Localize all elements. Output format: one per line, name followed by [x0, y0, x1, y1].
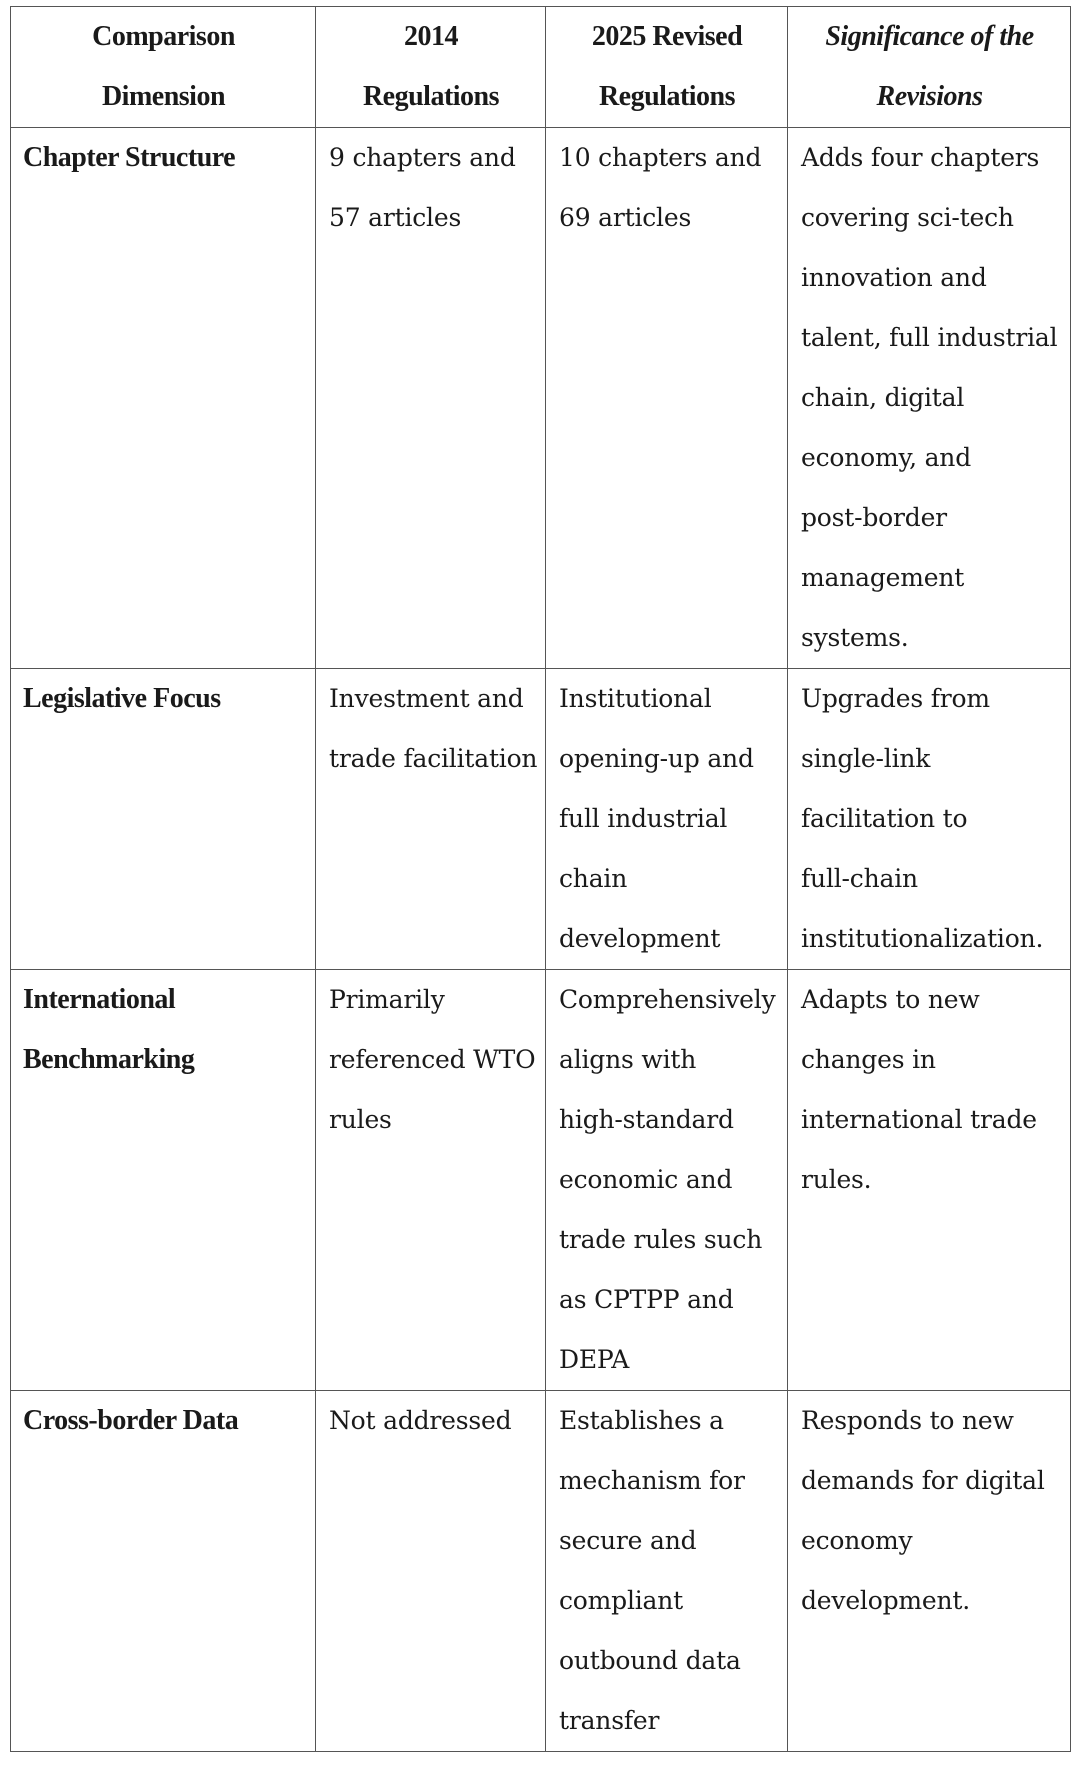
table-row	[11, 1391, 1071, 1752]
cell-2025: Comprehensively aligns with high-standard economic and trade rules such as CPTPP and DEPA	[546, 970, 788, 1391]
cell-significance: Upgrades from single-link facilitation to full-chain institutionalization.	[788, 669, 1071, 970]
cell-dimension: Cross-border Data	[11, 1391, 316, 1752]
cell-2014: Investment and trade facilitation	[316, 669, 546, 970]
table-row	[11, 128, 1071, 669]
header-2014-regulations: 2014 Regulations	[316, 7, 546, 128]
cell-2014: Primarily referenced WTO rules	[316, 970, 546, 1391]
cell-dimension: Legislative Focus	[11, 669, 316, 970]
cell-2014: 9 chapters and 57 articles	[316, 128, 546, 669]
cell-2025: Institutional opening-up and full industrial chain development	[546, 669, 788, 970]
cell-dimension: International Benchmarking	[11, 970, 316, 1391]
cell-2025: 10 chapters and 69 articles	[546, 128, 788, 669]
cell-significance: Adds four chapters covering sci-tech innovation and talent, full industrial chain, digital economy, and post-border management systems.	[788, 128, 1071, 669]
table-header-row	[11, 7, 1071, 128]
cell-2025: Establishes a mechanism for secure and compliant outbound data transfer	[546, 1391, 788, 1752]
cell-dimension: Chapter Structure	[11, 128, 316, 669]
cell-significance: Adapts to new changes in international trade rules.	[788, 970, 1071, 1391]
table-row	[11, 970, 1071, 1391]
header-significance: Significance of the Revisions	[788, 7, 1071, 128]
comparison-table	[10, 6, 1071, 1752]
table-row	[11, 669, 1071, 970]
cell-2014: Not addressed	[316, 1391, 546, 1752]
cell-significance: Responds to new demands for digital economy development.	[788, 1391, 1071, 1752]
header-comparison-dimension: Comparison Dimension	[11, 7, 316, 128]
header-2025-revised-regulations: 2025 Revised Regulations	[546, 7, 788, 128]
